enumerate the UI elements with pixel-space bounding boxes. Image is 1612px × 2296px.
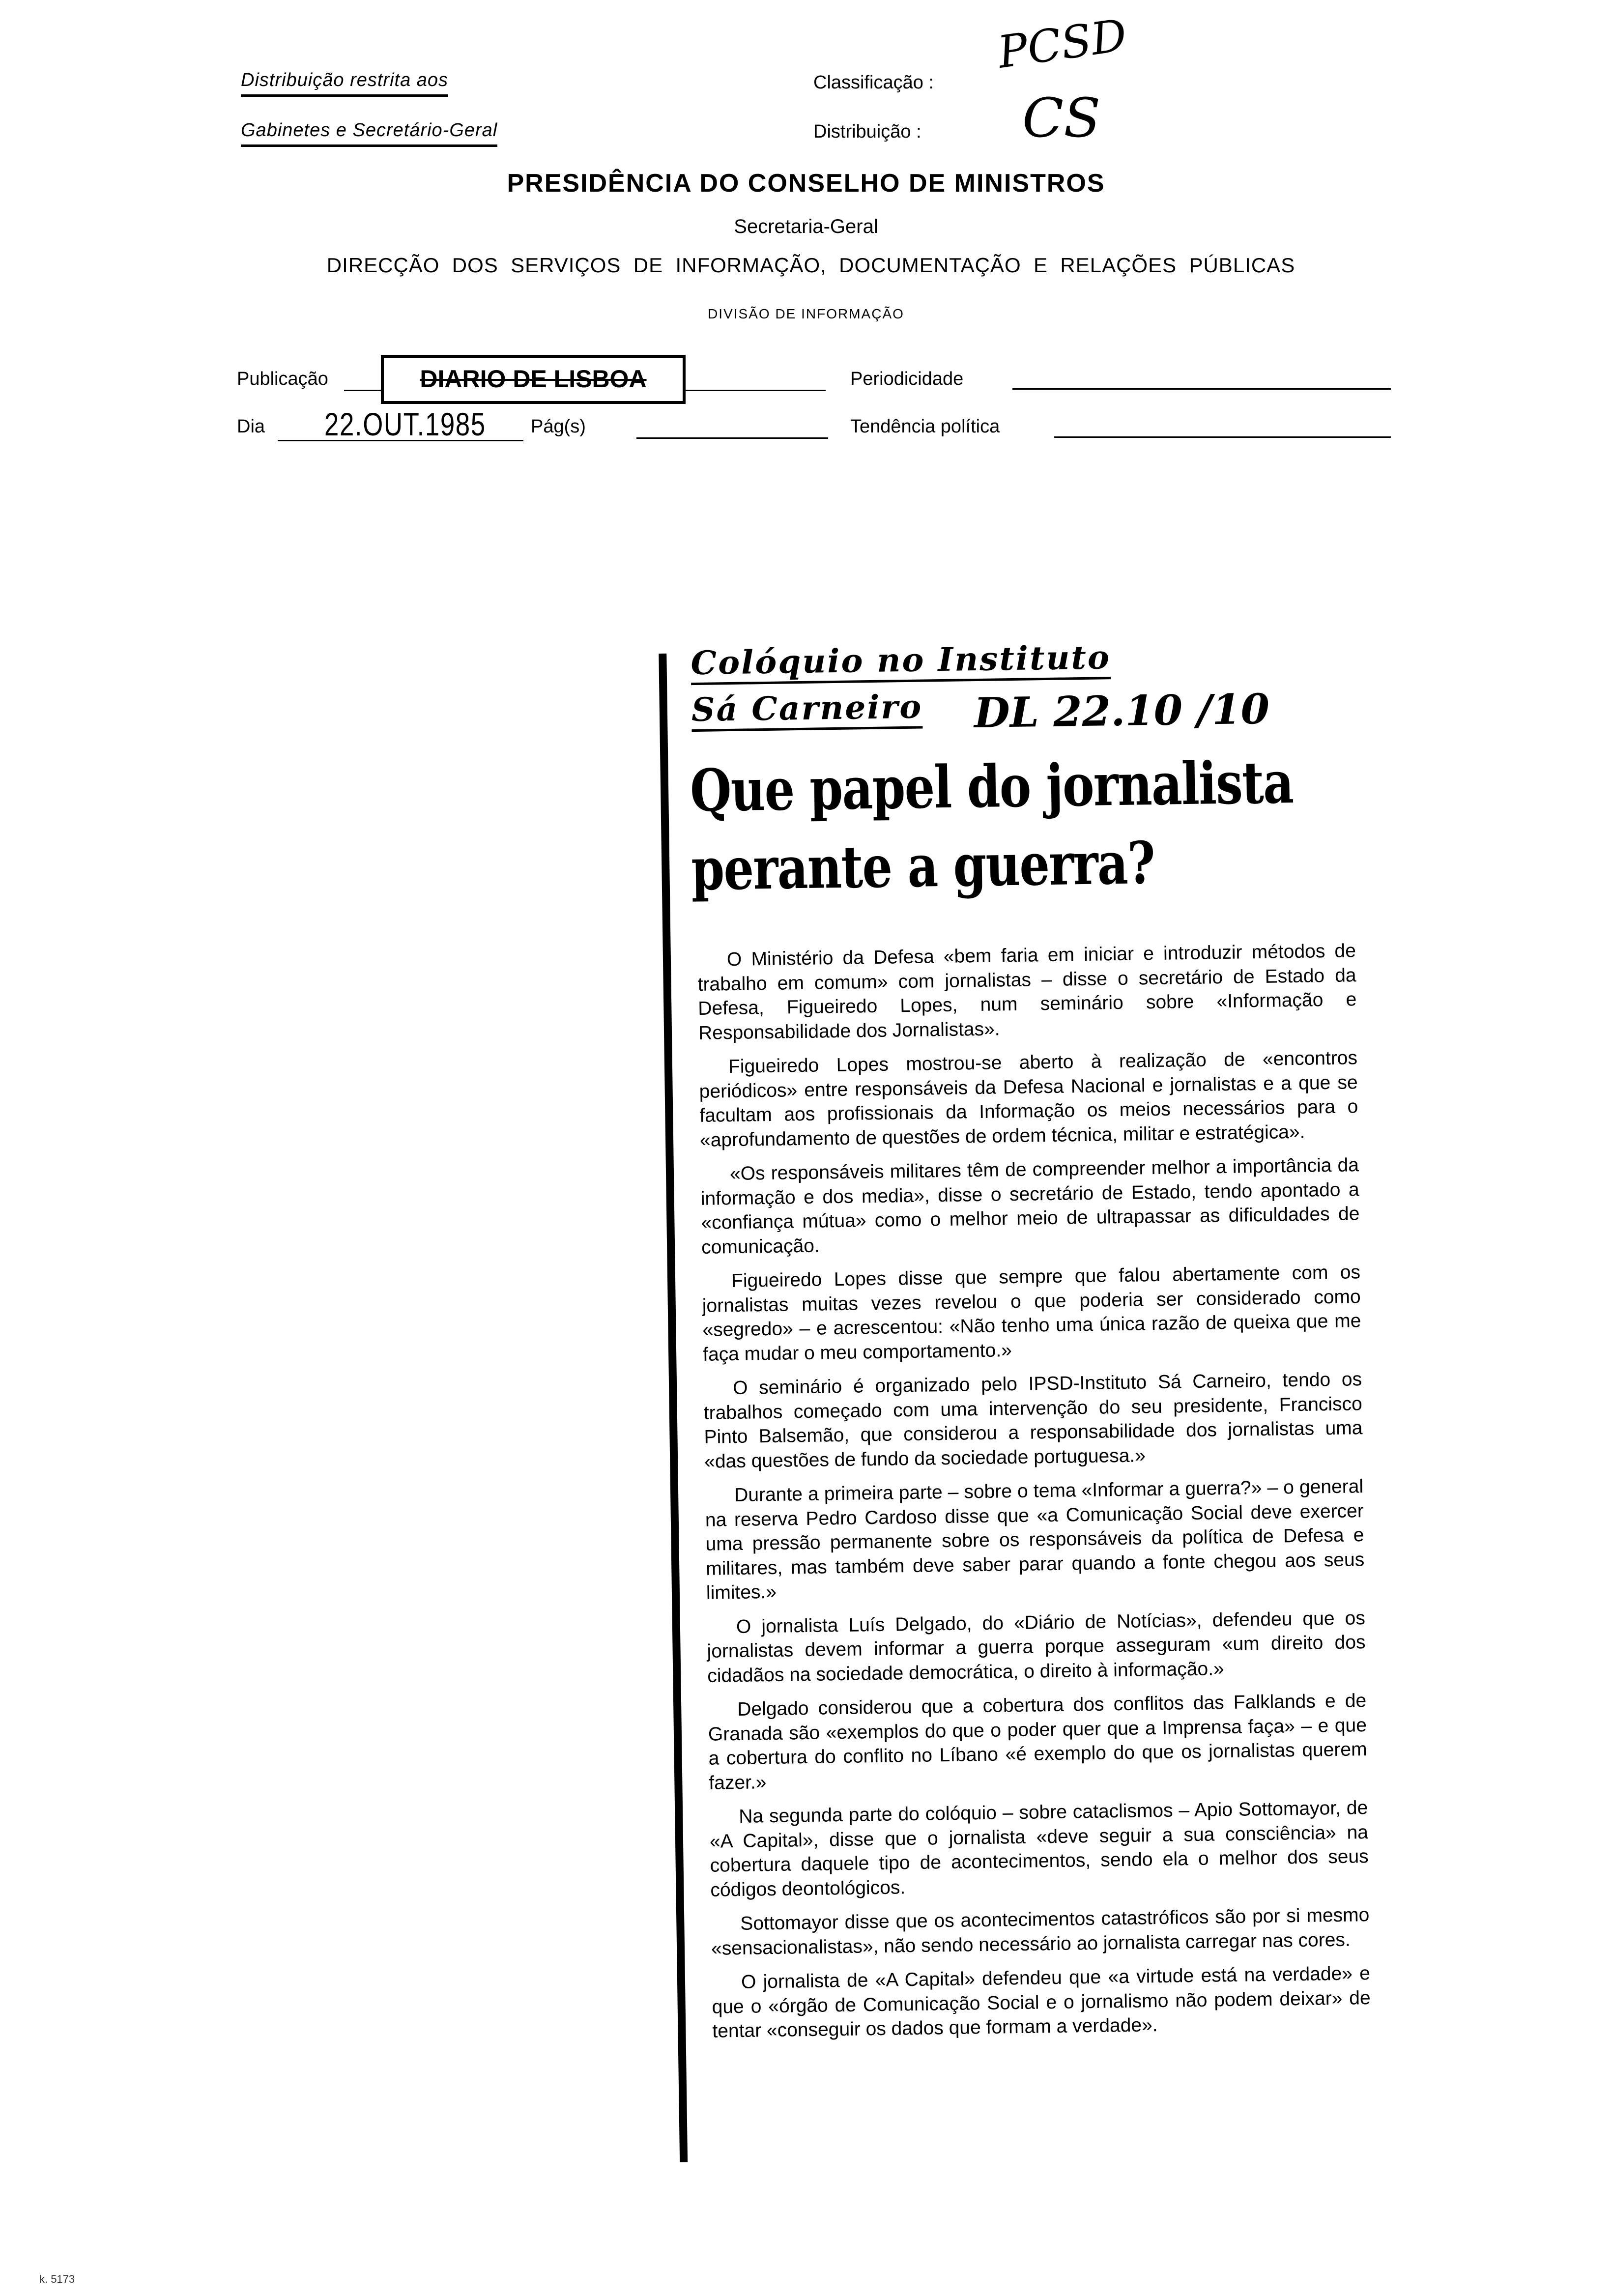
institution-title: PRESIDÊNCIA DO CONSELHO DE MINISTROS [507, 169, 1105, 198]
pages-field-line [636, 437, 828, 439]
paragraph: Na segunda parte do colóquio – sobre cataclismos – Apio Sottomayor, de «A Capital», disse que o jornalista «deve seguir a sua consciência» na cobertura daquele tipo de acontecimentos, sendo ela o melhor dos seus códigos deontológicos. [709, 1797, 1369, 1901]
political-tendency-label: Tendência política [850, 416, 1000, 437]
paragraph: Delgado considerou que a cobertura dos conflitos das Falklands e de Granada são «exemplos do que o poder quer que a Imprensa faça» – e que a cobertura do conflito no Líbano «é exemplo do que os jornalistas querem fazer.» [708, 1690, 1367, 1794]
kicker-line1: Colóquio no Instituto [691, 637, 1111, 685]
kicker-line2: Sá Carneiro [691, 687, 922, 732]
distribution-restriction-line2: Gabinetes e Secretário-Geral [241, 119, 497, 147]
division-line: DIVISÃO DE INFORMAÇÃO [708, 306, 904, 321]
publication-stamp [381, 355, 686, 404]
periodicity-field-line [1012, 388, 1391, 390]
paragraph: O jornalista de «A Capital» defendeu que «a virtude está na verdade» e que o «órgão de Comunicação Social e o jornalismo não podem deixar» de tentar «conseguir os dados que formam a verdade». [712, 1963, 1371, 2042]
periodicity-label: Periodicidade [850, 369, 964, 389]
day-value-stamp: 22.OUT.1985 [324, 406, 486, 442]
paragraph: O seminário é organizado pelo IPSD-Instituto Sá Carneiro, tendo os trabalhos começado com uma intervenção do seu presidente, Francisco Pinto Balsemão, que considerou a responsabilidade dos jornalistas uma «das questões de fundo da sociedade portuguesa.» [703, 1369, 1363, 1472]
scan-mark: k. 5173 [39, 2273, 75, 2285]
paragraph: O jornalista Luís Delgado, do «Diário de Notícias», defendeu que os jornalistas devem informar a guerra porque asseguram «um direito dos cidadãos na sociedade democrática, o direito à informação.» [707, 1607, 1366, 1687]
distribution-handwritten: CS [1022, 86, 1101, 149]
distribution-label: Distribuição : [813, 121, 921, 142]
distribution-restriction-line1: Distribuição restrita aos [241, 69, 448, 97]
newspaper-clipping [659, 634, 1378, 2167]
article-body [697, 939, 1371, 2053]
paragraph: O Ministério da Defesa «bem faria em iniciar e introduzir métodos de trabalho em comum» com jornalistas – disse o secretário de Estado da Defesa, Figueiredo Lopes, num seminário sobre «Informação e Responsabilidade dos Jornalistas». [697, 940, 1357, 1044]
paragraph: Sottomayor disse que os acontecimentos catastróficos são por si mesmo «sensacionalistas», não sendo necessário ao jornalista carregar nas cores. [711, 1904, 1370, 1959]
headline-line1: Que papel do jornalista [690, 748, 1294, 825]
pages-label: Pág(s) [531, 416, 586, 437]
day-label: Dia [237, 416, 265, 437]
directorate-line: DIRECÇÃO DOS SERVIÇOS DE INFORMAÇÃO, DOCUMENTAÇÃO E RELAÇÕES PÚBLICAS [326, 254, 1295, 277]
classification-label: Classificação : [813, 72, 934, 93]
political-tendency-field-line [1054, 436, 1391, 438]
handwritten-reference: DL 22.10 /10 [974, 684, 1270, 738]
paragraph: Figueiredo Lopes mostrou-se aberto à realização de «encontros periódicos» entre responsáveis da Defesa Nacional e jornalistas e a que se facultam aos profissionais da Informação os meios necessários para o «aprofundamento de questões de ordem técnica, militar e estratégica». [699, 1047, 1358, 1151]
publication-value: DIARIO DE LISBOA [420, 365, 647, 393]
secretariat-subtitle: Secretaria-Geral [734, 216, 878, 237]
paragraph: Durante a primeira parte – sobre o tema «Informar a guerra?» – o general na reserva Pedro Cardoso disse que «a Comunicação Social deve exercer uma pressão permanente sobre os responsáveis da política de Defesa e militares, mas também deve saber parar quando a fonte chegou aos seus limites.» [705, 1476, 1365, 1604]
publication-label: Publicação [237, 369, 328, 389]
paragraph: «Os responsáveis militares têm de compreender melhor a importância da informação e dos media», disse o secretário de Estado, tendo apontado a «confiança mútua» como o melhor meio de ultrapassar as dificuldades de comunicação. [700, 1154, 1360, 1258]
classification-handwritten: PCSD [994, 9, 1130, 79]
headline-line2: perante a guerra? [691, 828, 1155, 904]
paragraph: Figueiredo Lopes disse que sempre que falou abertamente com os jornalistas muitas vezes revelou o que poderia ser considerado como «segredo» – e acrescentou: «Não tenho uma única razão de queixa que me faça mudar o meu comportamento.» [702, 1262, 1361, 1365]
clipping-edge-bar [659, 654, 688, 2162]
